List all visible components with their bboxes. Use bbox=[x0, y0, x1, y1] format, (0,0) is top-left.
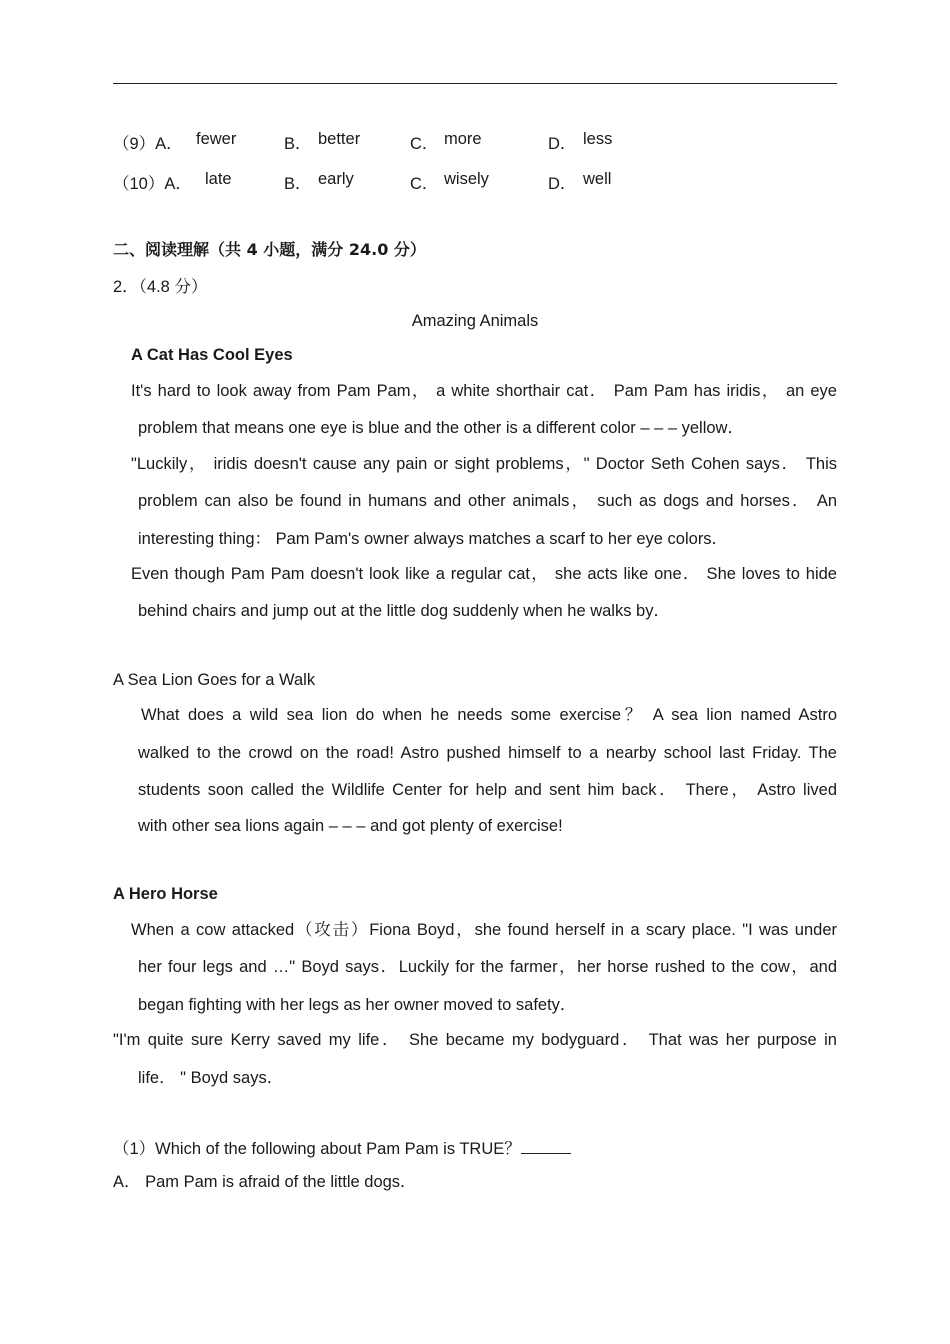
option-d: well bbox=[583, 170, 612, 188]
option-d-label: D． bbox=[548, 135, 577, 153]
horse-p2-line1: "I'm quite sure Kerry saved my life． She became my bodyguard． That was her purpose in bbox=[113, 1031, 837, 1049]
option-b: better bbox=[318, 130, 361, 148]
option-d: less bbox=[583, 130, 613, 148]
answer-blank bbox=[521, 1139, 571, 1154]
section-title: 二、阅读理解（共 4 小题，满分 24.0 分） bbox=[113, 240, 426, 259]
option-b: early bbox=[318, 170, 354, 188]
cat-p3-line1: Even though Pam Pam doesn't look like a regular cat， she acts like one． She loves to hide bbox=[131, 565, 837, 583]
option-number: （9）A． bbox=[113, 135, 183, 153]
horse-p1-line2: her four legs and …" Boyd says．Luckily for the farmer，her horse rushed to the cow，and bbox=[138, 958, 837, 976]
option-c: wisely bbox=[444, 170, 489, 188]
cat-p3-line2: behind chairs and jump out at the little dog suddenly when he walks by． bbox=[138, 602, 670, 620]
option-b-label: B． bbox=[284, 135, 312, 153]
header-rule bbox=[113, 83, 837, 84]
cat-p1-line1: It's hard to look away from Pam Pam， a white shorthair cat． Pam Pam has iridis， an eye bbox=[131, 382, 837, 400]
horse-p1-line3: began fighting with her legs as her owner moved to safety． bbox=[138, 996, 577, 1014]
question-1-option-a: A． Pam Pam is afraid of the little dogs． bbox=[113, 1173, 417, 1191]
sealion-line3: students soon called the Wildlife Center for help and sent him back． There， Astro lived bbox=[138, 781, 837, 799]
question-1-stem: （1）Which of the following about Pam Pam is TRUE？ bbox=[113, 1140, 521, 1158]
passage-title: Amazing Animals bbox=[411, 312, 539, 330]
cat-heading: A Cat Has Cool Eyes bbox=[131, 346, 293, 364]
option-a: fewer bbox=[196, 130, 237, 148]
option-number: （10）A． bbox=[113, 175, 192, 193]
cat-p2-line3: interesting thing： Pam Pam's owner always matches a scarf to her eye colors． bbox=[138, 530, 729, 548]
horse-heading: A Hero Horse bbox=[113, 885, 218, 903]
option-c-label: C． bbox=[410, 135, 439, 153]
horse-p1-line1: When a cow attacked（攻击）Fiona Boyd，she found herself in a scary place. "I was under bbox=[131, 921, 837, 939]
cat-p2-line1: "Luckily， iridis doesn't cause any pain or sight problems，" Doctor Seth Cohen says． This bbox=[131, 455, 837, 473]
sealion-line2: walked to the crowd on the road! Astro pushed himself to a nearby school last Friday. The bbox=[138, 744, 837, 762]
question-1 bbox=[113, 1139, 571, 1158]
horse-p2-line2: life． " Boyd says． bbox=[138, 1069, 284, 1087]
option-a: late bbox=[205, 170, 232, 188]
cat-p1-line2: problem that means one eye is blue and the other is a different color – – – yellow． bbox=[138, 419, 744, 437]
option-c: more bbox=[444, 130, 482, 148]
option-c-label: C． bbox=[410, 175, 439, 193]
sealion-heading: A Sea Lion Goes for a Walk bbox=[113, 671, 316, 689]
sealion-line4: with other sea lions again – – – and got plenty of exercise! bbox=[138, 817, 563, 835]
question-number: 2．（4.8 分） bbox=[113, 278, 208, 296]
option-d-label: D． bbox=[548, 175, 577, 193]
cat-p2-line2: problem can also be found in humans and other animals， such as dogs and horses． An bbox=[138, 492, 837, 510]
option-b-label: B． bbox=[284, 175, 312, 193]
sealion-line1: What does a wild sea lion do when he needs some exercise？ A sea lion named Astro bbox=[141, 706, 837, 724]
